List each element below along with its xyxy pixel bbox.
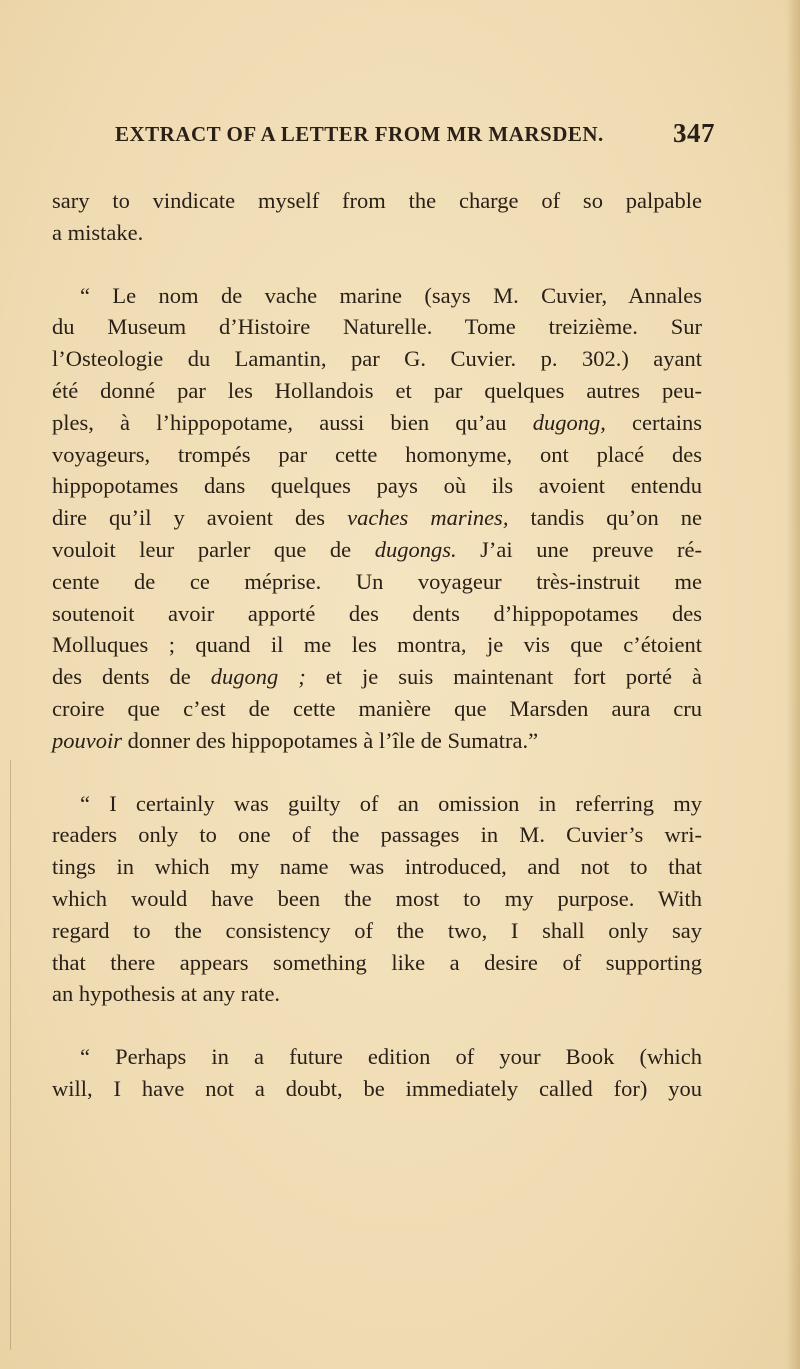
running-header bbox=[115, 118, 715, 162]
text-run: vouloit leur parler que de bbox=[52, 536, 375, 562]
text-run: dire qu’il y avoient des bbox=[52, 505, 348, 531]
text-line: a mistake. bbox=[52, 219, 144, 245]
text-line: “ Perhaps in a future edition of your Book (which bbox=[80, 1044, 702, 1070]
text-line: readers only to one of the passages in M. Cuvier’s wri- bbox=[52, 822, 702, 848]
header-title: EXTRACT OF A LETTER FROM MR MARSDEN. bbox=[115, 122, 604, 146]
paragraph-4 bbox=[52, 1041, 702, 1105]
text-line: soutenoit avoir apporté des dents d’hippopotames des bbox=[52, 600, 702, 626]
text-run: donner des hippopotames à l’île de Sumatra.” bbox=[122, 727, 539, 753]
text-run: ples, à l’hippopotame, aussi bien qu’au bbox=[52, 409, 533, 435]
text-line: cente de ce méprise. Un voyageur très-instruit me bbox=[52, 568, 702, 594]
text-line bbox=[52, 502, 702, 534]
text-line: été donné par les Hollandois et par quelques autres peu- bbox=[52, 377, 702, 403]
paragraph-2 bbox=[52, 280, 702, 757]
text-line: l’Osteologie du Lamantin, par G. Cuvier. p. 302.) ayant bbox=[52, 346, 702, 372]
page-number: 347 bbox=[673, 118, 715, 148]
binding-line bbox=[10, 760, 11, 1350]
text-line: that there appears something like a desire of supporting bbox=[52, 949, 702, 975]
text-line: voyageurs, trompés par cette homonyme, ont placé des bbox=[52, 441, 702, 467]
italic-run: dugong ; bbox=[210, 664, 306, 690]
text-line bbox=[52, 725, 702, 757]
paragraph-3 bbox=[52, 788, 702, 1011]
italic-run: pouvoir bbox=[52, 727, 122, 753]
text-run: tandis qu’on ne bbox=[508, 505, 703, 531]
page-body bbox=[52, 185, 702, 1105]
page-edge-shadow bbox=[786, 0, 800, 1369]
text-run: J’ai une preuve ré- bbox=[456, 536, 702, 562]
italic-run: dugongs. bbox=[374, 536, 457, 562]
text-line: will, I have not a doubt, be immediately called for) you bbox=[52, 1075, 702, 1101]
text-line: du Museum d’Histoire Naturelle. Tome treizième. Sur bbox=[52, 314, 702, 340]
text-line: which would have been the most to my purpose. With bbox=[52, 885, 702, 911]
text-run: certains bbox=[605, 409, 702, 435]
text-line: regard to the consistency of the two, I shall only say bbox=[52, 917, 702, 943]
text-line: an hypothesis at any rate. bbox=[52, 981, 281, 1007]
text-line bbox=[52, 661, 702, 693]
text-line bbox=[52, 534, 702, 566]
text-line: tings in which my name was introduced, and not to that bbox=[52, 854, 702, 880]
text-line: croire que c’est de cette manière que Marsden aura cru bbox=[52, 695, 702, 721]
text-line: “ I certainly was guilty of an omission in referring my bbox=[80, 790, 702, 816]
italic-run: vaches marines, bbox=[347, 505, 509, 531]
text-run: et je suis maintenant fort porté à bbox=[305, 664, 702, 690]
text-line: hippopotames dans quelques pays où ils avoient entendu bbox=[52, 473, 702, 499]
text-run: des dents de bbox=[52, 664, 211, 690]
paragraph-1 bbox=[52, 185, 702, 249]
text-line: “ Le nom de vache marine (says M. Cuvier, Annales bbox=[80, 282, 702, 308]
text-line: Molluques ; quand il me les montra, je vis que c’étoient bbox=[52, 632, 702, 658]
italic-run: dugong, bbox=[532, 409, 606, 435]
text-line: sary to vindicate myself from the charge of so palpable bbox=[52, 188, 702, 213]
text-line bbox=[52, 407, 702, 439]
